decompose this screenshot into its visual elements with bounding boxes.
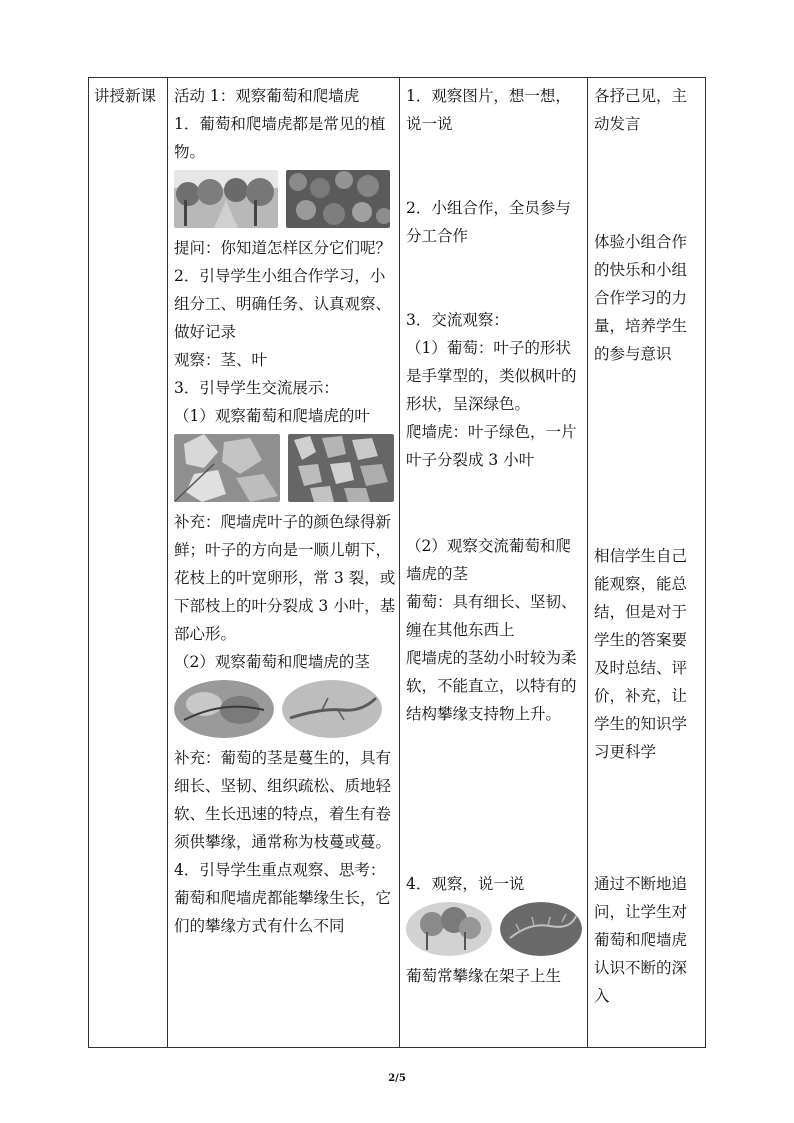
design-purpose-cell [594, 82, 702, 1010]
page-number: 2/5 [388, 1073, 406, 1084]
step-3-2-text: （2）观察葡萄和爬墙虎的茎 [174, 653, 370, 671]
climbing-photos [406, 902, 584, 956]
stage-cell [94, 82, 166, 110]
column-divider [587, 77, 588, 1048]
student-step-1: 1．观察图片，想一想，说一说 [406, 87, 571, 133]
student-step-3: 3．交流观察： [406, 311, 509, 329]
grape-stem-photo [174, 680, 274, 738]
ivy-stem-photo [282, 680, 382, 738]
plant-photos [174, 170, 396, 228]
purpose-1: 各抒己见，主动发言 [594, 87, 688, 133]
grape-vineyard-photo [174, 170, 278, 228]
purpose-4: 通过不断地追问，让学生对葡萄和爬墙虎认识不断的深入 [594, 875, 688, 1005]
student-step-4-text: 葡萄常攀缘在架子上生 [406, 967, 562, 985]
leaf-photos [174, 434, 396, 502]
student-activity-cell [406, 82, 584, 990]
step-4-text: 4．引导学生重点观察、思考：葡萄和爬墙虎都能攀缘生长，它们的攀缘方式有什么不同 [174, 861, 392, 935]
student-step-2: 2．小组合作，全员参与分工合作 [406, 199, 571, 245]
step-3-text: 3．引导学生交流展示： [174, 379, 339, 397]
student-step-4: 4．观察，说一说 [406, 875, 525, 893]
ivy-wall-photo [286, 170, 390, 228]
student-step-3-2a: 葡萄：具有细长、坚韧、缠在其他东西上 [406, 593, 577, 639]
student-step-3-2b: 爬墙虎的茎幼小时较为柔软，不能直立，以特有的结构攀缘支持物上升。 [406, 649, 577, 723]
stem-photos [174, 680, 396, 738]
supplement-2-text: 补充：葡萄的茎是蔓生的，具有细长、坚韧、组织疏松、质地轻软、生长迅速的特点，着生有卷须供攀缘，通常称为枝蔓或蔓。 [174, 749, 392, 851]
supplement-1-text: 补充：爬墙虎叶子的颜色绿得新鲜；叶子的方向是一顺儿朝下，花枝上的叶宽卵形，常 3 裂，或下部枝上的叶分裂成 3 小叶，基部心形。 [174, 513, 396, 643]
grape-trellis-photo [406, 902, 492, 956]
teacher-activity-cell [174, 82, 396, 940]
student-step-3-2: （2）观察交流葡萄和爬墙虎的茎 [406, 537, 571, 583]
step-3-1-text: （1）观察葡萄和爬墙虎的叶 [174, 407, 370, 425]
step-2-text: 2．引导学生小组合作学习，小组分工、明确任务、认真观察、做好记录 [174, 267, 392, 341]
observe-text: 观察：茎、叶 [174, 351, 268, 369]
student-step-3-1: （1）葡萄：叶子的形状是手掌型的，类似枫叶的形状，呈深绿色。 [406, 339, 577, 413]
step-1-text: 1．葡萄和爬墙虎都是常见的植物。 [174, 115, 386, 161]
grape-leaf-photo [174, 434, 280, 502]
column-divider [399, 77, 400, 1048]
ivy-tendril-photo [500, 902, 582, 956]
activity-title: 活动 1：观察葡萄和爬墙虎 [174, 87, 360, 105]
question-text: 提问：你知道怎样区分它们呢？ [174, 239, 392, 257]
purpose-2: 体验小组合作的快乐和小组合作学习的力量，培养学生的参与意识 [594, 233, 688, 363]
column-divider [167, 77, 168, 1048]
stage-label: 讲授新课 [94, 87, 157, 105]
student-step-3-1b: 爬墙虎：叶子绿色，一片叶子分裂成 3 小叶 [406, 423, 577, 469]
purpose-3: 相信学生自己能观察，能总结，但是对于学生的答案要及时总结、评价，补充，让学生的知识学习更科学 [594, 547, 688, 761]
ivy-leaf-photo [288, 434, 394, 502]
